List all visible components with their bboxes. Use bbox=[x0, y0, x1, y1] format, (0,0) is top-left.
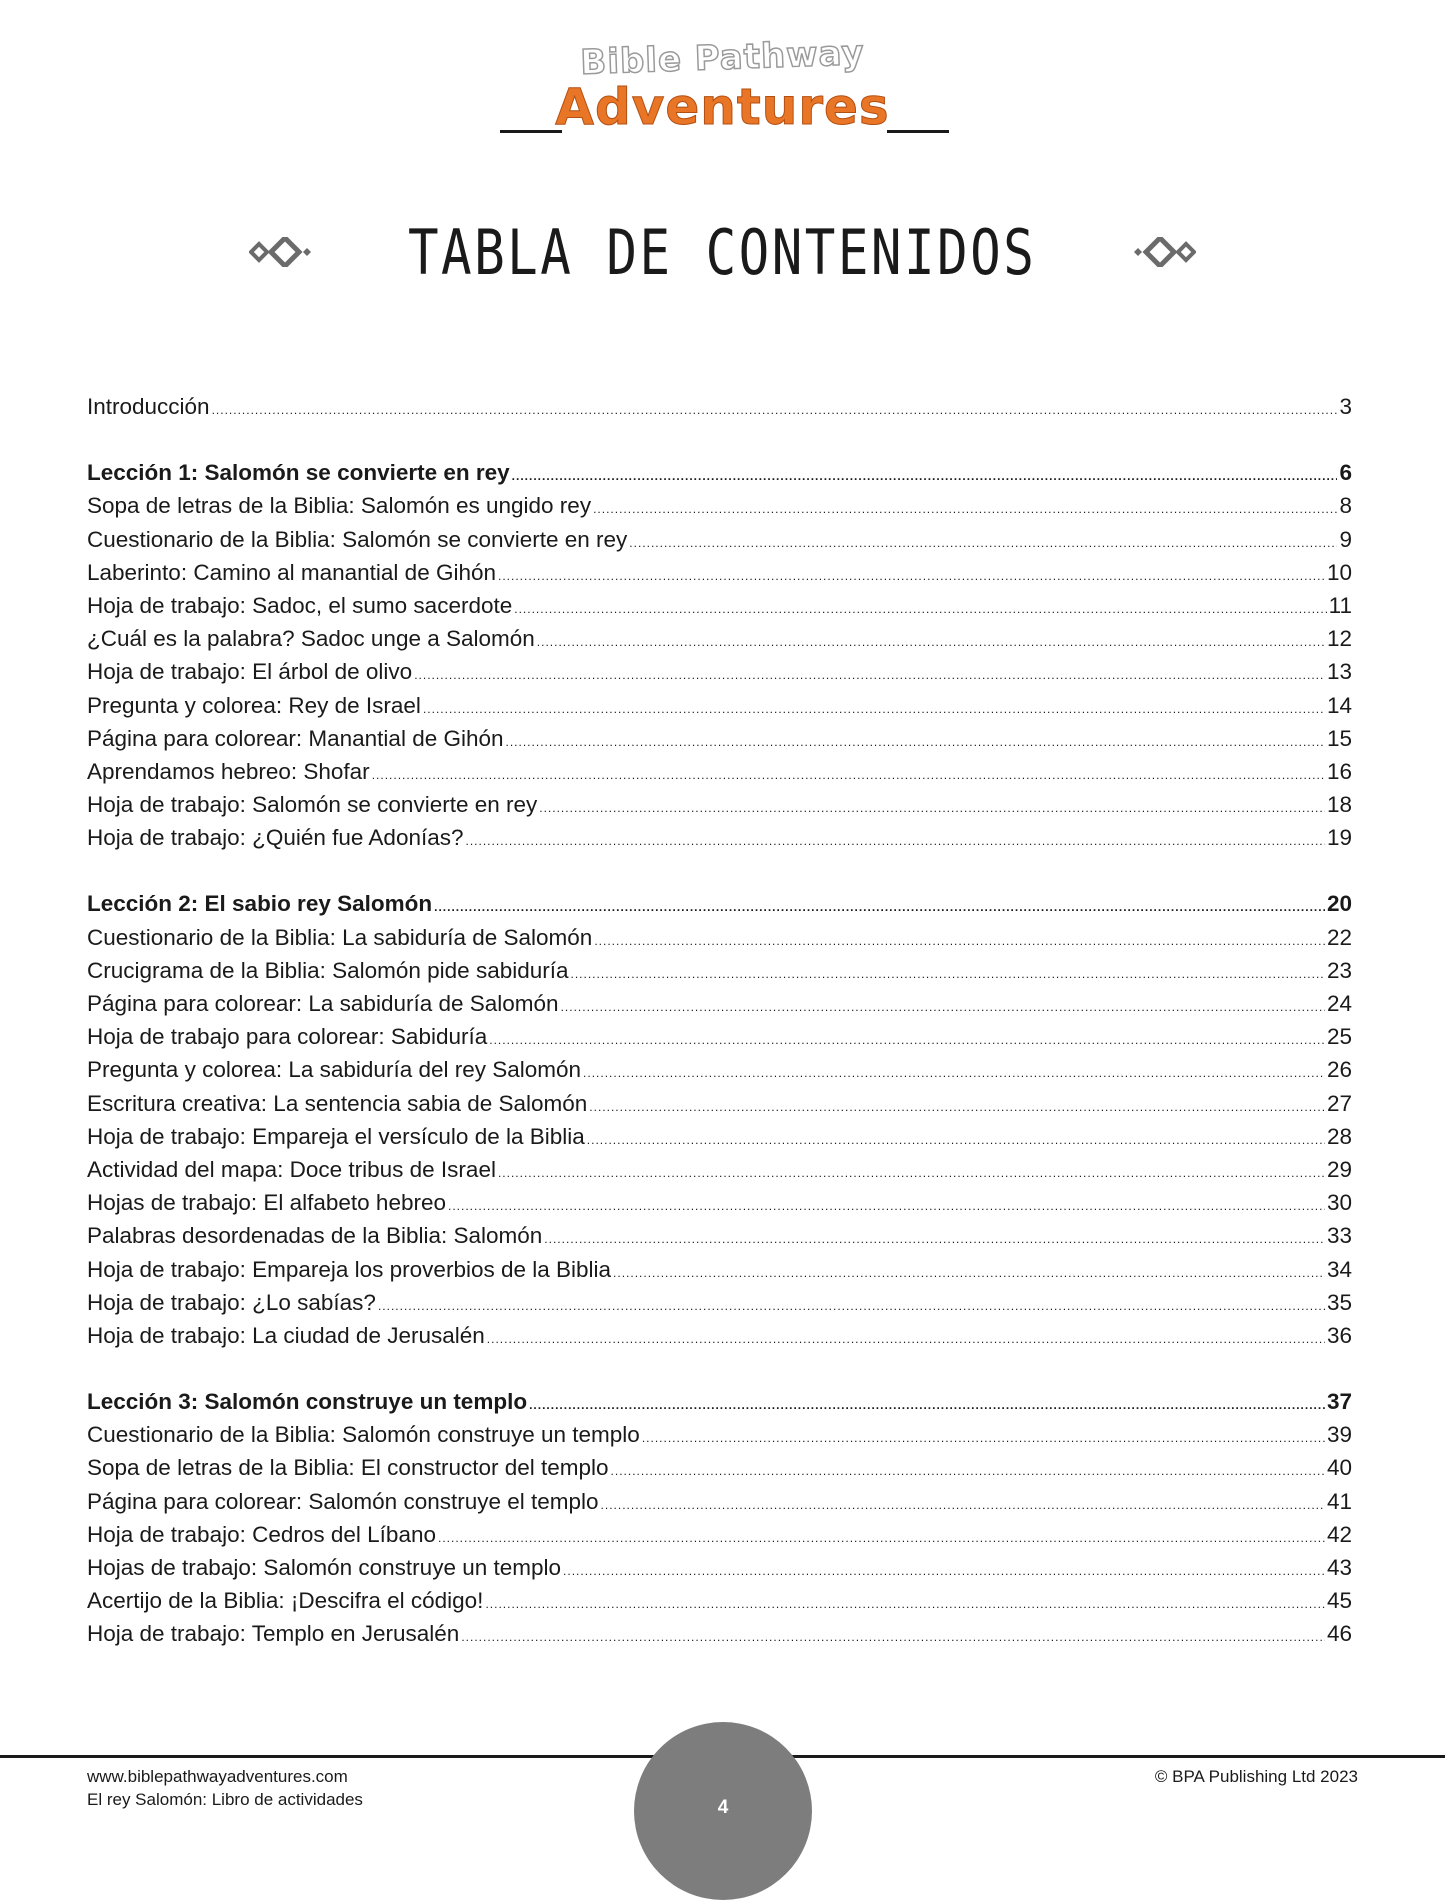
dot-leader bbox=[613, 1257, 1325, 1290]
toc-entry-label: Palabras desordenadas de la Biblia: Salomón bbox=[87, 1223, 543, 1249]
toc-entry-page: 37 bbox=[1326, 1389, 1352, 1415]
section-spacer bbox=[87, 854, 1352, 887]
logo-text-top: Bible Pathway bbox=[579, 33, 866, 83]
toc-entry-label: Hoja de trabajo: ¿Quién fue Adonías? bbox=[87, 825, 464, 851]
dot-leader bbox=[601, 1489, 1325, 1522]
dot-leader bbox=[594, 925, 1325, 958]
dot-leader bbox=[506, 726, 1325, 759]
toc-entry-intro[interactable] bbox=[87, 390, 1352, 423]
toc-entry-label: Hoja de trabajo para colorear: Sabiduría bbox=[87, 1024, 488, 1050]
toc-entry[interactable] bbox=[87, 1584, 1352, 1617]
toc-entry-label: Hoja de trabajo: Empareja el versículo de la Biblia bbox=[87, 1123, 585, 1149]
page-number: 4 bbox=[717, 1797, 729, 1818]
toc-entry-page: 14 bbox=[1326, 692, 1352, 718]
footer-copyright: © BPA Publishing Ltd 2023 bbox=[1154, 1767, 1358, 1786]
logo-text-bottom: Adventures bbox=[555, 78, 890, 136]
toc-lesson-heading[interactable] bbox=[87, 456, 1352, 489]
toc-entry-label: Hojas de trabajo: El alfabeto hebreo bbox=[87, 1190, 446, 1216]
toc-entry[interactable] bbox=[87, 722, 1352, 755]
toc-entry-page: 39 bbox=[1326, 1422, 1352, 1448]
toc-entry-page: 15 bbox=[1326, 725, 1352, 751]
dot-leader bbox=[212, 394, 1338, 427]
toc-entry-page: 20 bbox=[1326, 891, 1352, 917]
dot-leader bbox=[593, 493, 1337, 526]
dot-leader bbox=[512, 460, 1338, 493]
toc-entry[interactable] bbox=[87, 755, 1352, 788]
toc-entry-page: 8 bbox=[1339, 493, 1352, 519]
toc-entry-label: Hoja de trabajo: Cedros del Líbano bbox=[87, 1521, 436, 1547]
toc-entry[interactable] bbox=[87, 1087, 1352, 1120]
toc-entry-page: 13 bbox=[1326, 659, 1352, 685]
toc-entry[interactable] bbox=[87, 622, 1352, 655]
toc-lesson-heading[interactable] bbox=[87, 887, 1352, 920]
toc-entry-label: Pregunta y colorea: Rey de Israel bbox=[87, 692, 421, 718]
toc-entry-label: Hoja de trabajo: Templo en Jerusalén bbox=[87, 1621, 460, 1647]
dot-leader bbox=[611, 1455, 1325, 1488]
toc-entry-page: 40 bbox=[1326, 1455, 1352, 1481]
toc-entry-label: Crucigrama de la Biblia: Salomón pide sabiduría bbox=[87, 957, 569, 983]
toc-entry-page: 45 bbox=[1326, 1588, 1352, 1614]
toc-entry[interactable] bbox=[87, 1020, 1352, 1053]
footer-left bbox=[87, 1765, 363, 1811]
toc-entry-page: 35 bbox=[1326, 1289, 1352, 1315]
toc-lesson-heading[interactable] bbox=[87, 1385, 1352, 1418]
toc-entry-page: 28 bbox=[1326, 1123, 1352, 1149]
toc-entry-page: 18 bbox=[1326, 792, 1352, 818]
toc-entry[interactable] bbox=[87, 523, 1352, 556]
dot-leader bbox=[544, 1223, 1325, 1256]
toc-entry[interactable] bbox=[87, 1319, 1352, 1352]
dot-leader bbox=[563, 1555, 1325, 1588]
toc-entry-page: 26 bbox=[1326, 1057, 1352, 1083]
dot-leader bbox=[487, 1323, 1325, 1356]
toc-entry-label: Hojas de trabajo: Salomón construye un templo bbox=[87, 1555, 562, 1580]
dot-leader bbox=[498, 1157, 1325, 1190]
toc-entry-page: 6 bbox=[1339, 460, 1352, 486]
toc-entry-page: 43 bbox=[1326, 1555, 1352, 1580]
toc-entry[interactable] bbox=[87, 1053, 1352, 1086]
toc-entry-label: Lección 2: El sabio rey Salomón bbox=[87, 891, 433, 917]
toc-entry[interactable] bbox=[87, 1186, 1352, 1219]
toc-entry-label: Actividad del mapa: Doce tribus de Israel bbox=[87, 1156, 496, 1182]
toc-entry-label: Laberinto: Camino al manantial de Gihón bbox=[87, 559, 496, 585]
dot-leader bbox=[378, 1290, 1325, 1323]
toc-entry-label: Hoja de trabajo: La ciudad de Jerusalén bbox=[87, 1322, 485, 1348]
toc-entry-label: Hoja de trabajo: ¿Lo sabías? bbox=[87, 1289, 376, 1315]
toc-entry-page: 16 bbox=[1326, 758, 1352, 784]
toc-entry-label: Sopa de letras de la Biblia: El constructor del templo bbox=[87, 1455, 609, 1481]
dot-leader bbox=[485, 1588, 1325, 1621]
toc-entry-label: Sopa de letras de la Biblia: Salomón es ungido rey bbox=[87, 493, 592, 519]
toc-entry-page: 19 bbox=[1326, 825, 1352, 851]
toc-entry[interactable] bbox=[87, 821, 1352, 854]
dot-leader bbox=[539, 792, 1325, 825]
toc-entry-label: Página para colorear: La sabiduría de Salomón bbox=[87, 991, 559, 1016]
dot-leader bbox=[589, 1091, 1325, 1124]
dot-leader bbox=[514, 593, 1326, 626]
dot-leader bbox=[561, 991, 1325, 1024]
toc-entry-label: Escritura creativa: La sentencia sabia de Salomón bbox=[87, 1090, 588, 1116]
toc-entry-page: 3 bbox=[1339, 394, 1352, 419]
dot-leader bbox=[571, 958, 1325, 991]
toc-entry-label: Acertijo de la Biblia: ¡Descifra el código! bbox=[87, 1588, 484, 1614]
publisher-logo bbox=[0, 33, 1445, 138]
dot-leader bbox=[489, 1024, 1325, 1057]
toc-entry[interactable] bbox=[87, 921, 1352, 954]
toc-entry[interactable] bbox=[87, 1286, 1352, 1319]
toc-entry-page: 9 bbox=[1339, 526, 1352, 552]
toc-entry-page: 22 bbox=[1326, 924, 1352, 950]
page-title: TABLA DE CONTENIDOS bbox=[408, 215, 1037, 289]
toc-entry-label: Cuestionario de la Biblia: Salomón se convierte en rey bbox=[87, 526, 628, 552]
toc-entry[interactable] bbox=[87, 655, 1352, 688]
dot-leader bbox=[438, 1522, 1325, 1555]
toc-entry-page: 10 bbox=[1326, 559, 1352, 585]
toc-entry-page: 33 bbox=[1326, 1223, 1352, 1249]
toc-entry-label: Hoja de trabajo: Salomón se convierte en rey bbox=[87, 792, 538, 818]
table-of-contents bbox=[87, 390, 1352, 1651]
title-row bbox=[0, 212, 1445, 292]
toc-entry[interactable] bbox=[87, 1418, 1352, 1451]
diamond-ornament-right-icon bbox=[1132, 237, 1196, 267]
toc-entry[interactable] bbox=[87, 788, 1352, 821]
footer-book-title: El rey Salomón: Libro de actividades bbox=[87, 1790, 363, 1809]
toc-entry[interactable] bbox=[87, 1485, 1352, 1518]
toc-entry-label: Cuestionario de la Biblia: La sabiduría de Salomón bbox=[87, 924, 593, 950]
toc-entry[interactable] bbox=[87, 689, 1352, 722]
toc-entry-page: 12 bbox=[1326, 626, 1352, 652]
toc-entry-page: 42 bbox=[1326, 1521, 1352, 1547]
toc-entry[interactable] bbox=[87, 1253, 1352, 1286]
toc-entry-label: Lección 1: Salomón se convierte en rey bbox=[87, 460, 510, 486]
dot-leader bbox=[629, 527, 1337, 560]
toc-entry-label: Introducción bbox=[87, 394, 210, 419]
toc-entry[interactable] bbox=[87, 1120, 1352, 1153]
toc-entry[interactable] bbox=[87, 489, 1352, 522]
toc-entry-label: Hoja de trabajo: Empareja los proverbios de la Biblia bbox=[87, 1256, 612, 1282]
section-spacer bbox=[87, 423, 1352, 456]
toc-entry-label: Aprendamos hebreo: Shofar bbox=[87, 758, 370, 784]
toc-entry-label: Pregunta y colorea: La sabiduría del rey Salomón bbox=[87, 1057, 582, 1083]
toc-entry-label: Hoja de trabajo: Sadoc, el sumo sacerdote bbox=[87, 592, 513, 618]
toc-entry-page: 23 bbox=[1326, 957, 1352, 983]
dot-leader bbox=[642, 1422, 1325, 1455]
toc-entry-label: Página para colorear: Salomón construye el templo bbox=[87, 1488, 599, 1514]
dot-leader bbox=[537, 626, 1325, 659]
toc-entry-page: 29 bbox=[1326, 1156, 1352, 1182]
toc-entry-label: Hoja de trabajo: El árbol de olivo bbox=[87, 659, 413, 685]
dot-leader bbox=[461, 1621, 1325, 1654]
section-spacer bbox=[87, 1352, 1352, 1385]
toc-entry[interactable] bbox=[87, 1153, 1352, 1186]
toc-entry[interactable] bbox=[87, 1451, 1352, 1484]
toc-entry[interactable] bbox=[87, 589, 1352, 622]
footer-website: www.biblepathwayadventures.com bbox=[87, 1767, 348, 1786]
toc-entry-label: ¿Cuál es la palabra? Sadoc unge a Salomón bbox=[87, 626, 535, 652]
toc-entry-page: 36 bbox=[1326, 1322, 1352, 1348]
toc-entry-page: 30 bbox=[1326, 1190, 1352, 1216]
dot-leader bbox=[414, 659, 1325, 692]
toc-entry[interactable] bbox=[87, 987, 1352, 1020]
toc-entry-page: 25 bbox=[1326, 1024, 1352, 1050]
toc-entry-label: Lección 3: Salomón construye un templo bbox=[87, 1389, 528, 1415]
toc-entry-label: Cuestionario de la Biblia: Salomón construye un templo bbox=[87, 1422, 640, 1448]
toc-entry[interactable] bbox=[87, 1551, 1352, 1584]
dot-leader bbox=[498, 560, 1325, 593]
dot-leader bbox=[587, 1124, 1325, 1157]
toc-entry-page: 34 bbox=[1326, 1256, 1352, 1282]
toc-entry-page: 24 bbox=[1326, 991, 1352, 1016]
toc-entry[interactable] bbox=[87, 556, 1352, 589]
toc-entry-label: Página para colorear: Manantial de Gihón bbox=[87, 725, 504, 751]
diamond-ornament-left-icon bbox=[249, 237, 313, 267]
toc-entry-page: 27 bbox=[1326, 1090, 1352, 1116]
dot-leader bbox=[448, 1190, 1325, 1223]
toc-entry-page: 46 bbox=[1326, 1621, 1352, 1647]
dot-leader bbox=[466, 825, 1325, 858]
toc-entry-page: 11 bbox=[1328, 592, 1352, 618]
dot-leader bbox=[423, 693, 1325, 726]
dot-leader bbox=[529, 1389, 1325, 1422]
toc-entry[interactable] bbox=[87, 1617, 1352, 1650]
toc-entry[interactable] bbox=[87, 1219, 1352, 1252]
toc-entry-page: 41 bbox=[1326, 1488, 1352, 1514]
toc-entry[interactable] bbox=[87, 954, 1352, 987]
dot-leader bbox=[583, 1057, 1325, 1090]
toc-entry[interactable] bbox=[87, 1518, 1352, 1551]
